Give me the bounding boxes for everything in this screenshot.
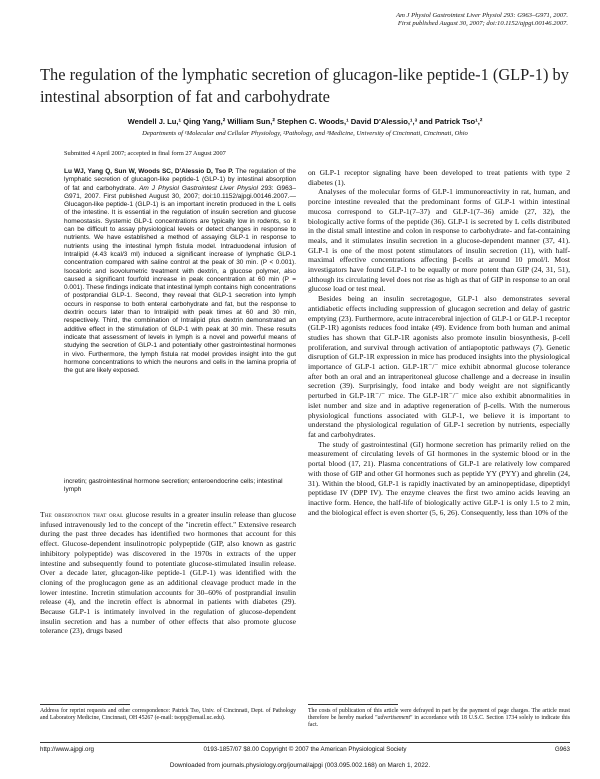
- journal-line-1: Am J Physiol Gastrointest Liver Physiol 293: G963–G971, 2007.: [396, 12, 568, 19]
- paragraph-continued: on GLP-1 receptor signaling have been developed to treat patients with type 2 diabetes (1).: [308, 168, 570, 187]
- page-number: G963: [554, 746, 570, 753]
- abstract: [64, 168, 296, 375]
- page-charges-footnote: [308, 708, 570, 729]
- footnote-rule-right: [308, 704, 398, 705]
- footnote-rule-left: [40, 704, 130, 705]
- journal-citation-header: [248, 12, 568, 29]
- advertisement-word: advertisement: [377, 715, 411, 721]
- paragraph-molecular-forms: Analyses of the molecular forms of GLP-1 immunoreactivity in rat, human, and porcine intestine revealed that the predominant forms of GLP-1 within intestinal mucosa correspond to GLP-1(7–37) and GLP-1(7–36) amide (27, 32), the biologically active forms of the peptide (36). GLP-1 is secreted by L cells distributed in the distal small intestine and colon in response to carbohydrate- and fat-containing meals, and it stimulates insulin secretion in a glucose-dependent manner (37, 41). GLP-1 is one of the most potent stimulators of insulin secretion (11), with half-maximal effective concentrations affecting β-cells at around 10 pmol/l. Most investigators have found GLP-1 to be equally or more potent than GIP (24, 31, 51), although its circulating level does not rise as high as that of GIP in response to an oral glucose load or test meal.: [308, 187, 570, 294]
- intro-text: glucose results in a greater insulin release than glucose infused intravenously led to the concept of the "incretin effect." Extensive research during the past three decades has identified two hormones that account for this effect. Glucose-dependent insulinotropic polypeptide (GIP, also known as gastric inhibitory polypeptide) was discovered in the 1970s in extracts of the upper intestine and subsequently found to potentiate glucose-stimulated insulin release. Over a decade later, glucagon-like peptide-1 (GLP-1) was identified with the cloning of the proglucagon gene as an additional cleavage product made in the lower intestine. Incretin stimulation accounts for 30–60% of postprandial insulin release (4), and the incretin effect is abnormal in patients with diabetes (29). Because GLP-1 is intimately involved in the regulation of glucose-dependent insulin secretion and has a number of other effects that also promote glucose tolerance (23), drugs based: [40, 510, 296, 636]
- page-charges-text-end: " in accordance with 18 U.S.C. Section 1734 solely to indicate this fact.: [308, 715, 570, 728]
- keywords: incretin; gastrointestinal hormone secretion; enteroendocrine cells; intestinal lymph: [64, 478, 283, 494]
- journal-line-2: First published August 30, 2007; doi:10.1152/ajpgi.00146.2007.: [397, 20, 568, 28]
- correspondence-footnote: Address for reprint requests and other correspondence: Patrick Tso, Univ. of Cincinnati, Dept. of Pathology and Laboratory Medicine, Cincinnati, OH 45267 (e-mail: tsopp@email.uc.edu).: [40, 708, 296, 721]
- copyright-notice: 0193-1857/07 $8.00 Copyright © 2007 the American Physiological Society: [203, 746, 407, 753]
- submission-dates: Submitted 4 April 2007; accepted in final form 27 August 2007: [64, 150, 226, 157]
- paragraph-gi-hormone-study: The study of gastrointestinal (GI) hormone secretion has primarily relied on the measurement of circulating levels of GI hormones in the systemic blood or in the portal blood (17, 21). Plasma concentrations of GLP-1 are relatively low compared with those of GIP and other GI hormones such as peptide YY (PYY) and ghrelin (24, 31). Within the blood, GLP-1 is rapidly inactivated by an aminopeptidase, dipeptidyl peptidase IV (DPP IV). The enzyme cleaves the first two amino acids leaving an inactive form. Hence, the half-life of biologically active GLP-1 is only 1.5 to 2 min, and the biological effect is even shorter (5, 6, 26). Consequently, less than 10% of the: [308, 439, 570, 517]
- abstract-citation-title: The regulation of the lymphatic secretion of glucagon-like peptide-1 (GLP-1) by intestinal absorption of fat and carbohydrate.: [64, 168, 296, 192]
- body-column-right: [308, 168, 570, 517]
- intro-lead-in: The observation that oral: [40, 510, 124, 519]
- paragraph-antidiabetic-effects: Besides being an insulin secretagogue, GLP-1 also demonstrates several antidiabetic effects including suppression of glucagon secretion and delay of gastric emptying (23). Furthermore, acute intracerebral injection of GLP-1 or GLP-1 receptor (GLP-1R) agonists reduces food intake (49). Evidence from both human and animal studies has shown that GLP-1R agonists also promote insulin biosynthesis, β-cell proliferation, and survival through activation of antiapoptotic pathways (7). Genetic disruption of GLP-1R expression in mice has produced insights into the physiological importance of GLP-1 action. GLP-1R⁻/⁻ mice exhibit abnormal glucose tolerance after both an oral and an intraperitoneal glucose challenge and a decrease in insulin secretion (39). Surprisingly, food intake and body weight are not significantly perturbed in GLP-1R⁻/⁻ mice. The GLP-1R⁻/⁻ mice also exhibit abnormalities in islet number and size and in adaptive regeneration of β-cells. With the numerous physiological functions associated with GLP-1, we believe it is important to understand the physiological regulation of GLP-1 secretion by nutrients, especially fat and carbohydrates.: [308, 294, 570, 439]
- journal-url-link[interactable]: http://www.ajpgi.org: [40, 746, 94, 753]
- abstract-citation-journal: Am J Physiol Gastrointest Liver Physiol: [139, 184, 258, 192]
- author-list: Wendell J. Lu,¹ Qing Yang,² William Sun,² Stephen C. Woods,¹ David D'Alessio,¹,³ and Patrick Tso¹,²: [127, 117, 483, 126]
- footer-rule: [40, 742, 570, 743]
- page-charges-text: The costs of publication of this article were defrayed in part by the payment of page charges. The article must therefore be hereby marked ": [308, 708, 570, 721]
- download-notice: Downloaded from journals.physiology.org/journal/ajpgi (003.095.002.168) on March 1, 2022.: [169, 762, 431, 769]
- abstract-citation-authors: Lu WJ, Yang Q, Sun W, Woods SC, D'Alessio D, Tso P.: [64, 168, 234, 175]
- body-column-left: [40, 510, 296, 636]
- article-title: The regulation of the lymphatic secretion of glucagon-like peptide-1 (GLP-1) by intestinal absorption of fat and carbohydrate: [40, 65, 569, 106]
- author-affiliations: Departments of ¹Molecular and Cellular Physiology, ²Pathology, and ³Medicine, University of Cincinnati, Cincinnati, Ohio: [142, 130, 468, 137]
- abstract-text: 293: G963–G971, 2007. First published August 30, 2007; doi:10.1152/ajpgi.00146.2007.—Glucagon-like peptide-1 (GLP-1) is an important incretin produced in the L cells of the intestine. It is essential in the regulation of insulin secretion and glucose homeostasis. Systemic GLP-1 concentrations are typically low in rodents, so it can be difficult to assay physiological levels or detect changes in response to nutrients. We have established a method of assaying GLP-1 in response to nutrients using the intestinal lymph fistula model. Intraduodenal infusion of Intralipid (4.43 kcal/3 ml) induced a significant increase of lymphatic GLP-1 concentration compared with saline control at the peak of 30 min. (P < 0.001). Isocaloric and isovolumetric treatment with dextrin, a glucose polymer, also caused a significant fourfold increase in peak concentration at 60 min (P = 0.001). These findings indicate that intestinal lymph contains high concentrations of postprandial GLP-1. Second, they reveal that GLP-1 secretion into lymph occurs in response to both enteral carbohydrate and fat, but the response to dextrin occurs later than to Intralipid with peak times at 60 and 30 min, respectively. Third, the combination of Intralipid plus dextrin demonstrated an additive effect in the stimulation of GLP-1 with peak at 30 min. These results indicate that assessment of levels in lymph is a novel and powerful means of studying the secretion of GLP-1 and potentially other gastrointestinal hormones in vivo. Furthermore, the lymph fistula rat model provides insight into the gut hormone concentrations to which the neurons and cells in the lamina propria of the gut are likely exposed.: [64, 184, 296, 375]
- intro-paragraph: [40, 510, 296, 636]
